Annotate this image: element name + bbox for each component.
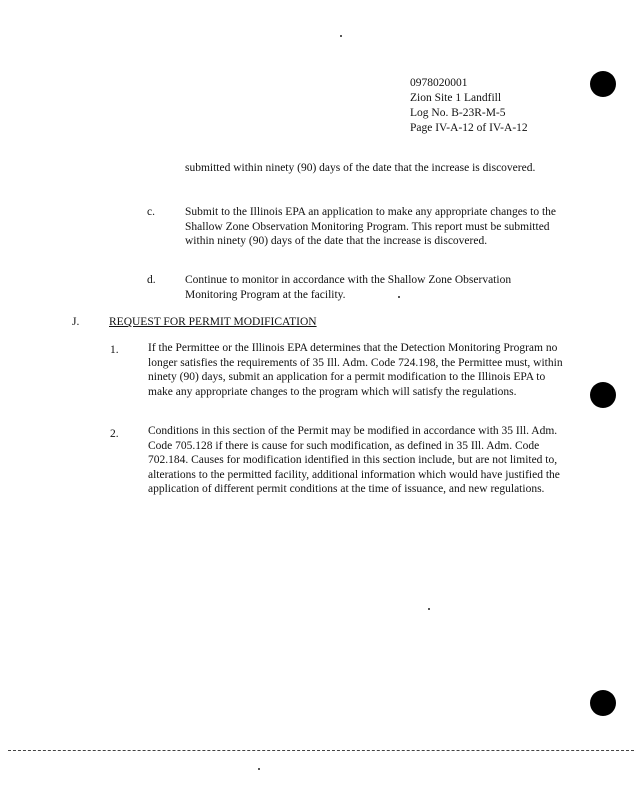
scan-speck [428,608,430,610]
section-marker: J. [72,316,80,328]
punch-hole-middle [590,382,616,408]
item-c-text: Submit to the Illinois EPA an application to make any appropriate changes to the Shallow Zone Observation Monitoring Program. This report must be submitted within ninety (90) days of the date that the increase is discovered. [185,206,557,248]
page-header [410,76,528,136]
item-d-text: Continue to monitor in accordance with the Shallow Zone Observation Monitoring Program at the facility. [185,274,512,301]
item-1-marker: 1. [110,344,119,356]
item-c-marker: c. [147,206,155,218]
document-number: 0978020001 [410,77,468,89]
scan-speck [340,35,342,37]
scan-speck [398,296,400,298]
scan-speck [258,768,260,770]
section-heading: REQUEST FOR PERMIT MODIFICATION [109,316,317,328]
scan-artifact-line [8,750,634,751]
item-d-marker: d. [147,274,156,286]
punch-hole-top [590,71,616,97]
item-1-text: If the Permittee or the Illinois EPA determines that the Detection Monitoring Program no longer satisfies the requirements of 35 Ill. Adm. Code 724.198, the Permittee must, within ninety (90) days, submit an application for a permit modification to the Illinois EPA to make any appropriate changes to the program which will satisfy the regulations. [148,342,563,398]
continuation-text: submitted within ninety (90) days of the date that the increase is discovered. [185,162,536,174]
item-2-marker: 2. [110,428,119,440]
site-name: Zion Site 1 Landfill [410,92,502,104]
page-number: Page IV-A-12 of IV-A-12 [410,122,528,134]
item-2-text: Conditions in this section of the Permit may be modified in accordance with 35 Ill. Adm. Code 705.128 if there is cause for such modification, as defined in 35 Ill. Adm. Code 702.184. Causes for modification identified in this section include, but are not limited to, alterations to the permitted facility, additional information which would have justified the application of different permit conditions at the time of issuance, and new regulations. [148,425,560,496]
punch-hole-bottom [590,690,616,716]
log-number: Log No. B-23R-M-5 [410,107,506,119]
